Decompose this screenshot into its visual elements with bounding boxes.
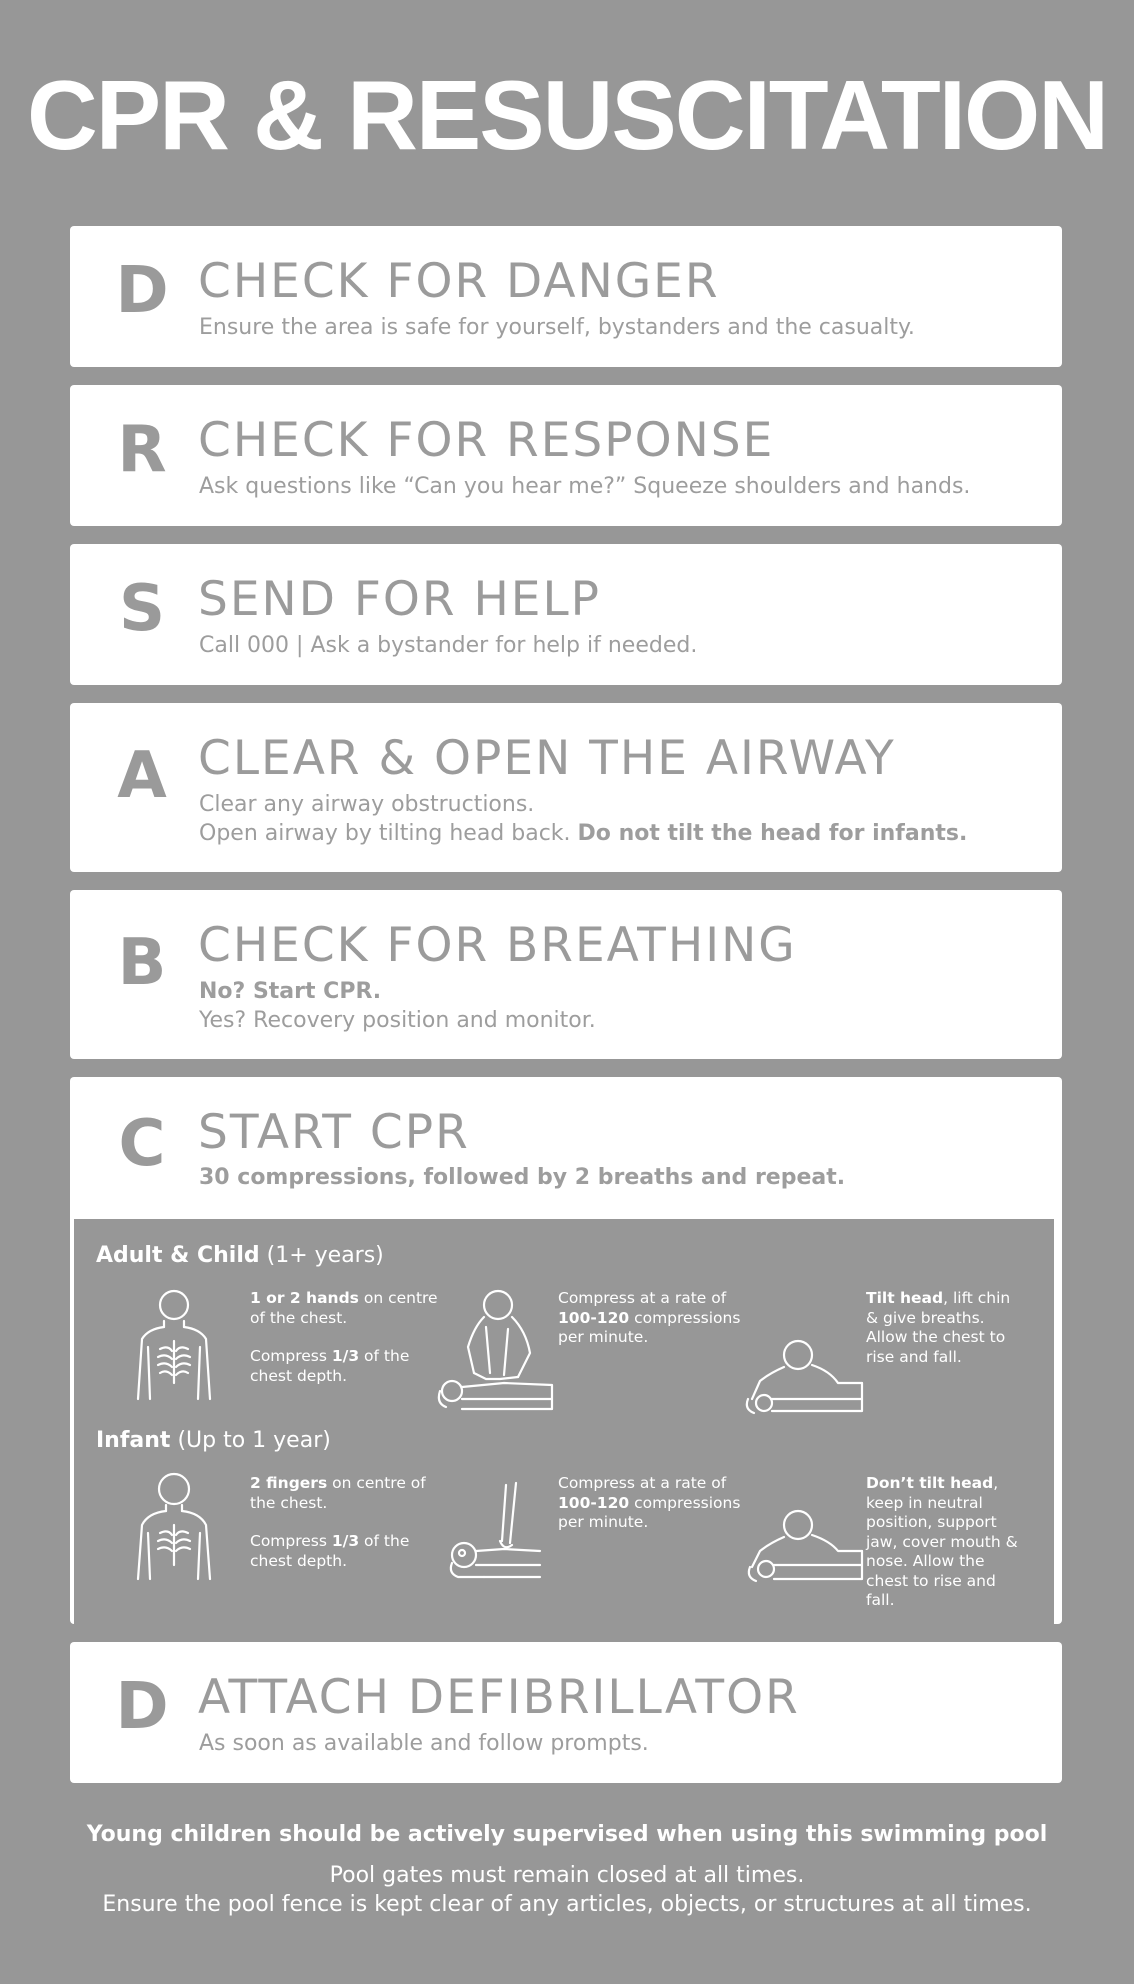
step-letter: B xyxy=(117,926,167,1000)
step-description: Yes? Recovery position and monitor. xyxy=(199,1008,596,1033)
step-cpr-card xyxy=(70,1077,1062,1624)
infant-compression-rate-text xyxy=(558,1474,748,1533)
infant-warning: Do not tilt the head for infants. xyxy=(577,821,968,846)
adult-compression-illustration xyxy=(434,1287,554,1417)
rate-value: 100-120 xyxy=(558,1308,630,1327)
rate-post: compressions per minute. xyxy=(558,1308,741,1346)
step-letter: R xyxy=(117,413,167,487)
infant-breathing-text xyxy=(866,1474,1026,1611)
step-description: Call 000 | Ask a bystander for help if needed. xyxy=(199,633,698,658)
adult-breathing-illustration xyxy=(744,1337,864,1415)
step-heading: CHECK FOR DANGER xyxy=(198,254,720,309)
step-description-bold: 30 compressions, followed by 2 breaths and repeat. xyxy=(199,1165,846,1190)
group-name: Adult & Child xyxy=(96,1243,260,1268)
step-danger-card xyxy=(70,226,1062,367)
breath-bold: Tilt head xyxy=(866,1289,944,1307)
pool-gate-notice: Pool gates must remain closed at all times. xyxy=(329,1863,805,1888)
step-description: As soon as available and follow prompts. xyxy=(199,1731,649,1756)
step-description: Ask questions like “Can you hear me?” Squeeze shoulders and hands. xyxy=(199,474,971,499)
step-response-card xyxy=(70,385,1062,526)
rate-post: compressions per minute. xyxy=(558,1493,741,1531)
supervision-notice: Young children should be actively supervised when using this swimming pool xyxy=(86,1822,1048,1847)
step-heading: CHECK FOR BREATHING xyxy=(198,918,797,973)
hand-placement-bold: 2 fingers xyxy=(250,1474,328,1492)
group-heading-adult xyxy=(96,1243,384,1268)
group-heading-infant xyxy=(96,1428,331,1453)
breath-bold: Don’t tilt head xyxy=(866,1474,994,1492)
infant-chest-illustration xyxy=(134,1471,214,1583)
rate-pre: Compress at a rate of xyxy=(558,1474,727,1492)
adult-hand-placement-text xyxy=(250,1289,450,1386)
depth-pre: Compress xyxy=(250,1347,332,1365)
step-description-bold: No? Start CPR. xyxy=(199,979,382,1004)
airway-instruction: Open airway by tilting head back. xyxy=(199,821,578,846)
step-description-2 xyxy=(199,821,967,846)
step-heading: CLEAR & OPEN THE AIRWAY xyxy=(198,731,896,786)
breath-rest: , lift chin & give breaths. Allow the chest to rise and fall. xyxy=(866,1289,1011,1366)
infant-finger-placement-text xyxy=(250,1474,450,1571)
step-airway-card xyxy=(70,703,1062,872)
step-letter: S xyxy=(118,572,166,646)
step-description: Ensure the area is safe for yourself, bystanders and the casualty. xyxy=(199,315,915,340)
group-age: (1+ years) xyxy=(259,1243,384,1268)
depth-value: 1/3 xyxy=(331,1347,360,1365)
hand-placement-bold: 1 or 2 hands xyxy=(250,1289,359,1307)
step-letter: D xyxy=(115,254,169,328)
step-letter: A xyxy=(117,739,167,813)
group-age: (Up to 1 year) xyxy=(170,1428,331,1453)
pool-fence-notice: Ensure the pool fence is kept clear of any articles, objects, or structures at all times. xyxy=(102,1892,1032,1917)
step-help-card xyxy=(70,544,1062,685)
adult-breathing-text xyxy=(866,1289,1026,1367)
rate-pre: Compress at a rate of xyxy=(558,1289,727,1307)
infant-compression-illustration xyxy=(444,1481,544,1581)
step-heading: ATTACH DEFIBRILLATOR xyxy=(198,1670,800,1725)
infant-breathing-illustration xyxy=(744,1507,864,1583)
step-heading: SEND FOR HELP xyxy=(198,572,602,627)
step-breathing-card xyxy=(70,890,1062,1059)
step-description: Clear any airway obstructions. xyxy=(199,792,535,817)
group-name: Infant xyxy=(96,1428,171,1453)
step-heading: CHECK FOR RESPONSE xyxy=(198,413,775,468)
step-letter: D xyxy=(115,1670,169,1744)
adult-compression-rate-text xyxy=(558,1289,748,1348)
depth-post: of the chest depth. xyxy=(250,1532,410,1570)
adult-chest-illustration xyxy=(134,1287,214,1405)
depth-post: of the chest depth. xyxy=(250,1347,410,1385)
page-title: CPR & RESUSCITATION xyxy=(27,60,1107,170)
step-defibrillator-card xyxy=(70,1642,1062,1783)
step-heading: START CPR xyxy=(198,1105,470,1160)
breath-rest: , keep in neutral position, support jaw, cover mouth & nose. Allow the chest to rise and fall. xyxy=(866,1474,1018,1609)
step-letter: C xyxy=(118,1107,166,1181)
hand-placement-rest: on centre of the chest. xyxy=(250,1289,438,1327)
depth-value: 1/3 xyxy=(331,1532,360,1550)
rate-value: 100-120 xyxy=(558,1493,630,1512)
cpr-instructions-panel xyxy=(74,1219,1054,1625)
hand-placement-rest: on centre of the chest. xyxy=(250,1474,426,1512)
depth-pre: Compress xyxy=(250,1532,332,1550)
